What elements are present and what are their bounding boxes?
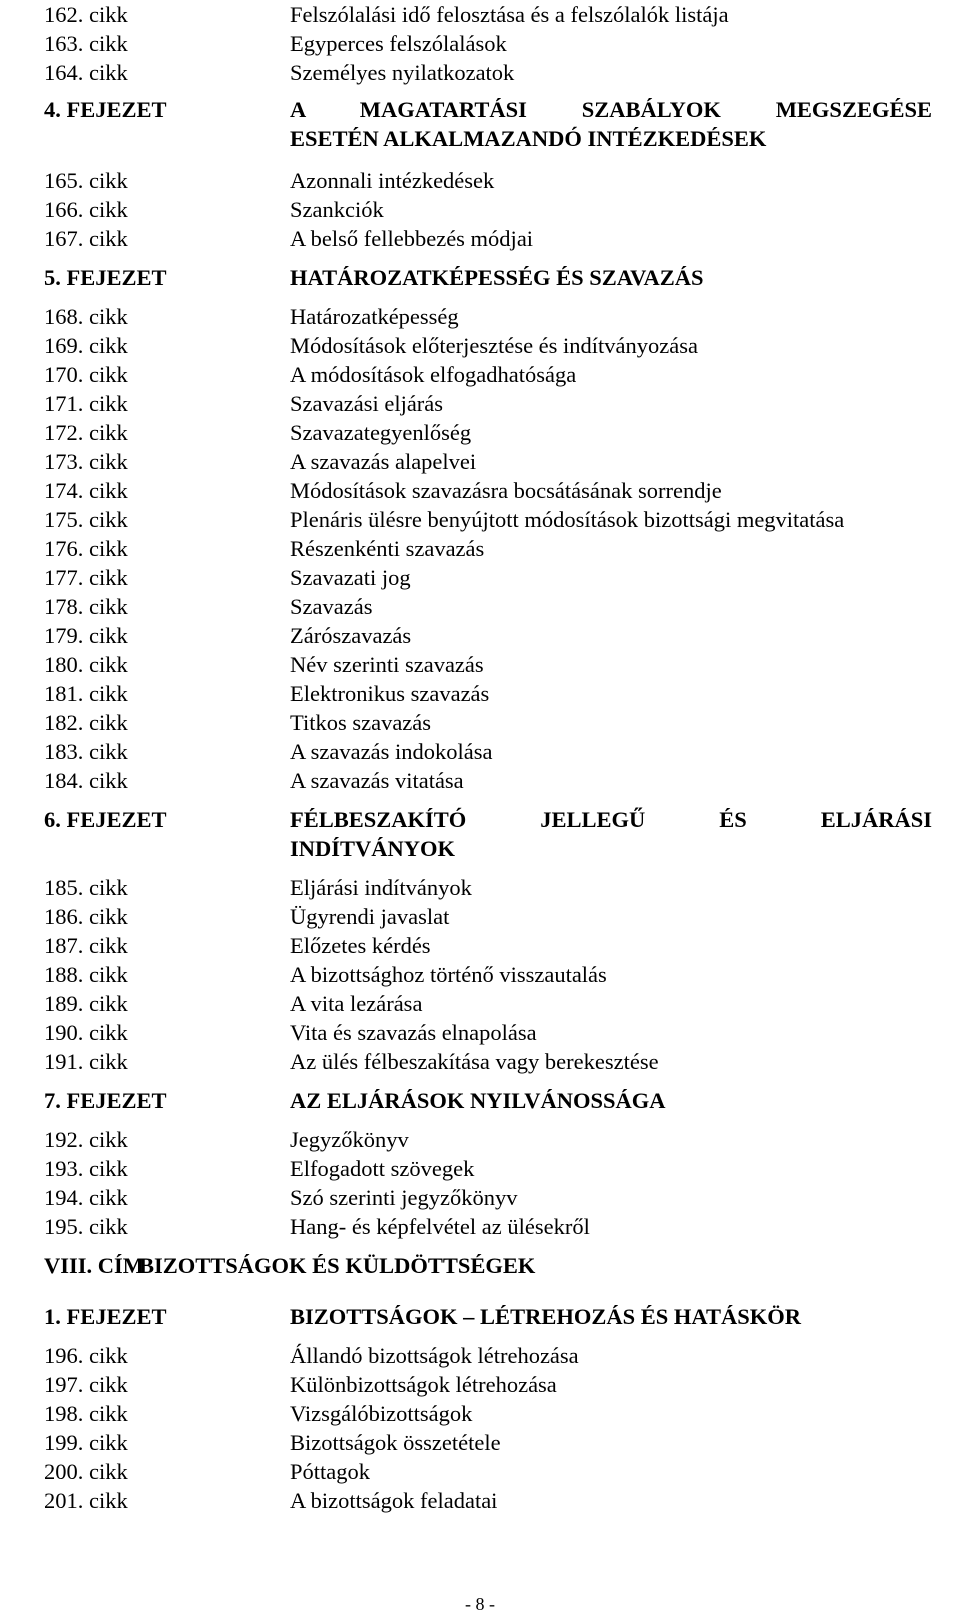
entry-number: 171. cikk	[44, 391, 128, 416]
entry-number: 195. cikk	[44, 1214, 128, 1239]
entry-title: Jegyzőkönyv	[290, 1127, 409, 1152]
entry-number: 173. cikk	[44, 449, 128, 474]
entry-number: 197. cikk	[44, 1372, 128, 1397]
chapter-number: 6. FEJEZET	[44, 807, 167, 832]
entry-number: 168. cikk	[44, 304, 128, 329]
entry-title: Részenkénti szavazás	[290, 536, 485, 561]
entry-number: 169. cikk	[44, 333, 128, 358]
entry-number: 185. cikk	[44, 875, 128, 900]
entry-number: 198. cikk	[44, 1401, 128, 1426]
chapter-title: AZ ELJÁRÁSOK NYILVÁNOSSÁGA	[290, 1088, 666, 1113]
page-number: - 8 -	[465, 1594, 495, 1614]
entry-title: A belső fellebbezés módjai	[290, 226, 534, 251]
entry-number: 188. cikk	[44, 962, 128, 987]
entry-title: Felszólalási idő felosztása és a felszólalók listája	[290, 2, 729, 27]
chapter-number: 1. FEJEZET	[44, 1304, 167, 1329]
entry-number: 163. cikk	[44, 31, 128, 56]
chapter-title-line2: INDÍTVÁNYOK	[290, 836, 456, 861]
chapter-title-line1: FÉLBESZAKÍTÓ JELLEGŰ ÉS ELJÁRÁSI	[290, 807, 932, 832]
entry-title: Különbizottságok létrehozása	[290, 1372, 557, 1397]
entry-title: Módosítások előterjesztése és indítványozása	[290, 333, 699, 358]
chapter-heading	[44, 805, 932, 863]
entry-title: Szankciók	[290, 197, 384, 222]
entry-number: 182. cikk	[44, 710, 128, 735]
entry-title: Zárószavazás	[290, 623, 412, 648]
entry-title: Ügyrendi javaslat	[290, 904, 450, 929]
entry-number: 170. cikk	[44, 362, 128, 387]
entry-number: 167. cikk	[44, 226, 128, 251]
entry-title: Vizsgálóbizottságok	[290, 1401, 473, 1426]
entry-title: A szavazás indokolása	[290, 739, 493, 764]
entry-title: Hang- és képfelvétel az ülésekről	[290, 1214, 590, 1239]
entry-title: Póttagok	[290, 1459, 371, 1484]
entry-title: Bizottságok összetétele	[290, 1430, 501, 1455]
chapter-title: HATÁROZATKÉPESSÉG ÉS SZAVAZÁS	[290, 265, 704, 290]
entry-title: Eljárási indítványok	[290, 875, 472, 900]
entry-title: Elfogadott szövegek	[290, 1156, 475, 1181]
chapter-number: 7. FEJEZET	[44, 1088, 167, 1113]
entry-title: A bizottságok feladatai	[290, 1488, 498, 1513]
entry-number: 186. cikk	[44, 904, 128, 929]
entry-title: Szó szerinti jegyzőkönyv	[290, 1185, 518, 1210]
entry-title: Személyes nyilatkozatok	[290, 60, 515, 85]
entry-number: 196. cikk	[44, 1343, 128, 1368]
entry-number: 194. cikk	[44, 1185, 128, 1210]
entry-title: Név szerinti szavazás	[290, 652, 484, 677]
entry-title: A vita lezárása	[290, 991, 423, 1016]
chapter-title: BIZOTTSÁGOK – LÉTREHOZÁS ÉS HATÁSKÖR	[290, 1304, 801, 1329]
entry-number: 183. cikk	[44, 739, 128, 764]
entry-title: Egyperces felszólalások	[290, 31, 507, 56]
entry-number: 192. cikk	[44, 1127, 128, 1152]
entry-number: 166. cikk	[44, 197, 128, 222]
entry-title: A bizottsághoz történő visszautalás	[290, 962, 607, 987]
entry-number: 201. cikk	[44, 1488, 128, 1513]
entry-number: 176. cikk	[44, 536, 128, 561]
entry-title: Határozatképesség	[290, 304, 459, 329]
entry-title: Szavazati jog	[290, 565, 411, 590]
entry-number: 181. cikk	[44, 681, 128, 706]
entry-title: Azonnali intézkedések	[290, 168, 495, 193]
entry-title: Elektronikus szavazás	[290, 681, 490, 706]
entry-title: A módosítások elfogadhatósága	[290, 362, 577, 387]
entry-title: Állandó bizottságok létrehozása	[290, 1343, 579, 1368]
entry-number: 164. cikk	[44, 60, 128, 85]
entry-number: 187. cikk	[44, 933, 128, 958]
chapter-number: 4. FEJEZET	[44, 97, 167, 122]
entry-number: 184. cikk	[44, 768, 128, 793]
entry-title: Szavazás	[290, 594, 373, 619]
chapter-title-line1: A MAGATARTÁSI SZABÁLYOK MEGSZEGÉSE	[290, 97, 932, 122]
entry-title: Az ülés félbeszakítása vagy berekesztése	[290, 1049, 659, 1074]
entry-number: 180. cikk	[44, 652, 128, 677]
entry-number: 174. cikk	[44, 478, 128, 503]
entry-title: Titkos szavazás	[290, 710, 432, 735]
entry-number: 162. cikk	[44, 2, 128, 27]
entry-title: Előzetes kérdés	[290, 933, 431, 958]
title-number: VIII. CÍM	[44, 1253, 145, 1278]
chapter-heading	[44, 95, 932, 153]
entry-title: Plenáris ülésre benyújtott módosítások bizottsági megvitatása	[290, 507, 845, 532]
entry-number: 175. cikk	[44, 507, 128, 532]
chapter-number: 5. FEJEZET	[44, 265, 167, 290]
entry-title: A szavazás alapelvei	[290, 449, 477, 474]
entry-title: A szavazás vitatása	[290, 768, 464, 793]
entry-number: 172. cikk	[44, 420, 128, 445]
entry-number: 193. cikk	[44, 1156, 128, 1181]
entry-title: Vita és szavazás elnapolása	[290, 1020, 537, 1045]
entry-number: 179. cikk	[44, 623, 128, 648]
chapter-title-line2: ESETÉN ALKALMAZANDÓ INTÉZKEDÉSEK	[290, 126, 767, 151]
entry-number: 189. cikk	[44, 991, 128, 1016]
entry-number: 178. cikk	[44, 594, 128, 619]
entry-number: 190. cikk	[44, 1020, 128, 1045]
entry-number: 177. cikk	[44, 565, 128, 590]
entry-number: 200. cikk	[44, 1459, 128, 1484]
entry-number: 199. cikk	[44, 1430, 128, 1455]
entry-number: 165. cikk	[44, 168, 128, 193]
entry-title: Szavazategyenlőség	[290, 420, 472, 445]
entry-number: 191. cikk	[44, 1049, 128, 1074]
title-heading: BIZOTTSÁGOK ÉS KÜLDÖTTSÉGEK	[139, 1253, 536, 1278]
entry-title: Szavazási eljárás	[290, 391, 444, 416]
entry-title: Módosítások szavazásra bocsátásának sorrendje	[290, 478, 722, 503]
